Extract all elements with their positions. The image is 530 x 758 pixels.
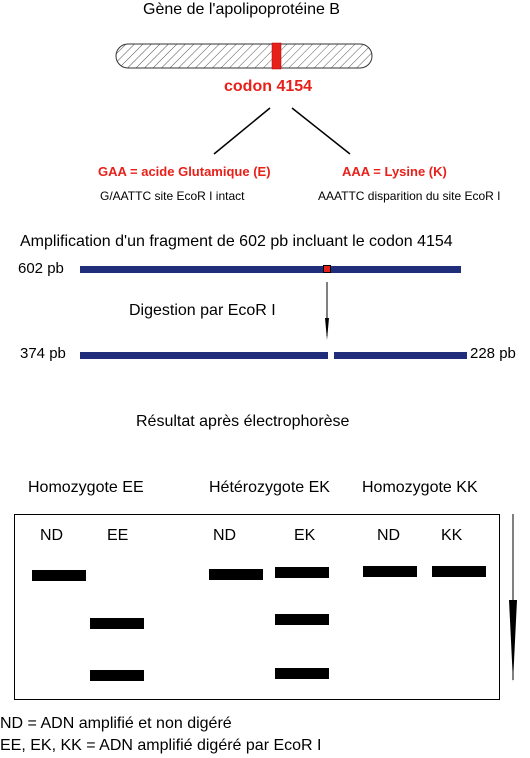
digested-left-fragment [80, 352, 328, 359]
allele-e-name: GAA = acide Glutamique (E) [98, 164, 271, 179]
digested-left-label: 374 pb [20, 345, 66, 362]
lane-label-nd-3: ND [377, 527, 401, 544]
band-nd1-602 [32, 570, 86, 581]
fragment-size-label: 602 pb [18, 260, 64, 277]
band-nd2-602 [209, 569, 263, 580]
band-ee-228 [90, 670, 144, 681]
allele-k-name: AAA = Lysine (K) [342, 164, 447, 179]
branch-line-right [292, 108, 350, 154]
allele-e-note: G/AATTC site EcoR I intact [100, 189, 245, 203]
lane-label-ek: EK [294, 527, 316, 544]
digestion-arrow-head [325, 318, 329, 340]
codon-marker [272, 43, 281, 69]
digested-right-fragment [334, 352, 467, 359]
result-title: Résultat après électrophorèse [136, 413, 350, 430]
amplification-title: Amplification d'un fragment de 602 pb incluant le codon 4154 [20, 233, 453, 250]
gene-title: Gène de l'apolipoprotéine B [143, 1, 340, 18]
band-nd3-602 [363, 566, 417, 577]
group-label-ee: Homozygote EE [28, 479, 144, 496]
group-label-ek: Hétérozygote EK [209, 479, 330, 496]
codon-label: codon 4154 [224, 78, 313, 95]
amplified-fragment [80, 266, 461, 273]
migration-arrow-head [509, 600, 517, 682]
fragment-codon-marker [323, 265, 331, 273]
band-kk-602 [432, 566, 486, 577]
band-ek-602 [275, 567, 329, 578]
legend-nd: ND = ADN amplifié et non digéré [0, 715, 232, 732]
electrophoresis-gel [14, 514, 500, 700]
lane-label-nd-1: ND [40, 527, 64, 544]
band-ek-374 [275, 614, 329, 625]
band-ek-228 [275, 668, 329, 679]
lane-label-nd-2: ND [213, 527, 237, 544]
legend-digested: EE, EK, KK = ADN amplifié digéré par EcoR I [0, 737, 322, 754]
lane-label-kk: KK [441, 527, 463, 544]
allele-k-note: AAATTC disparition du site EcoR I [318, 189, 501, 203]
gene-chromosome [116, 44, 372, 68]
branch-line-left [214, 108, 270, 154]
digested-right-label: 228 pb [470, 345, 516, 362]
band-ee-374 [90, 618, 144, 629]
lane-label-ee: EE [107, 527, 129, 544]
digestion-title: Digestion par EcoR I [129, 302, 276, 319]
group-label-kk: Homozygote KK [362, 479, 478, 496]
